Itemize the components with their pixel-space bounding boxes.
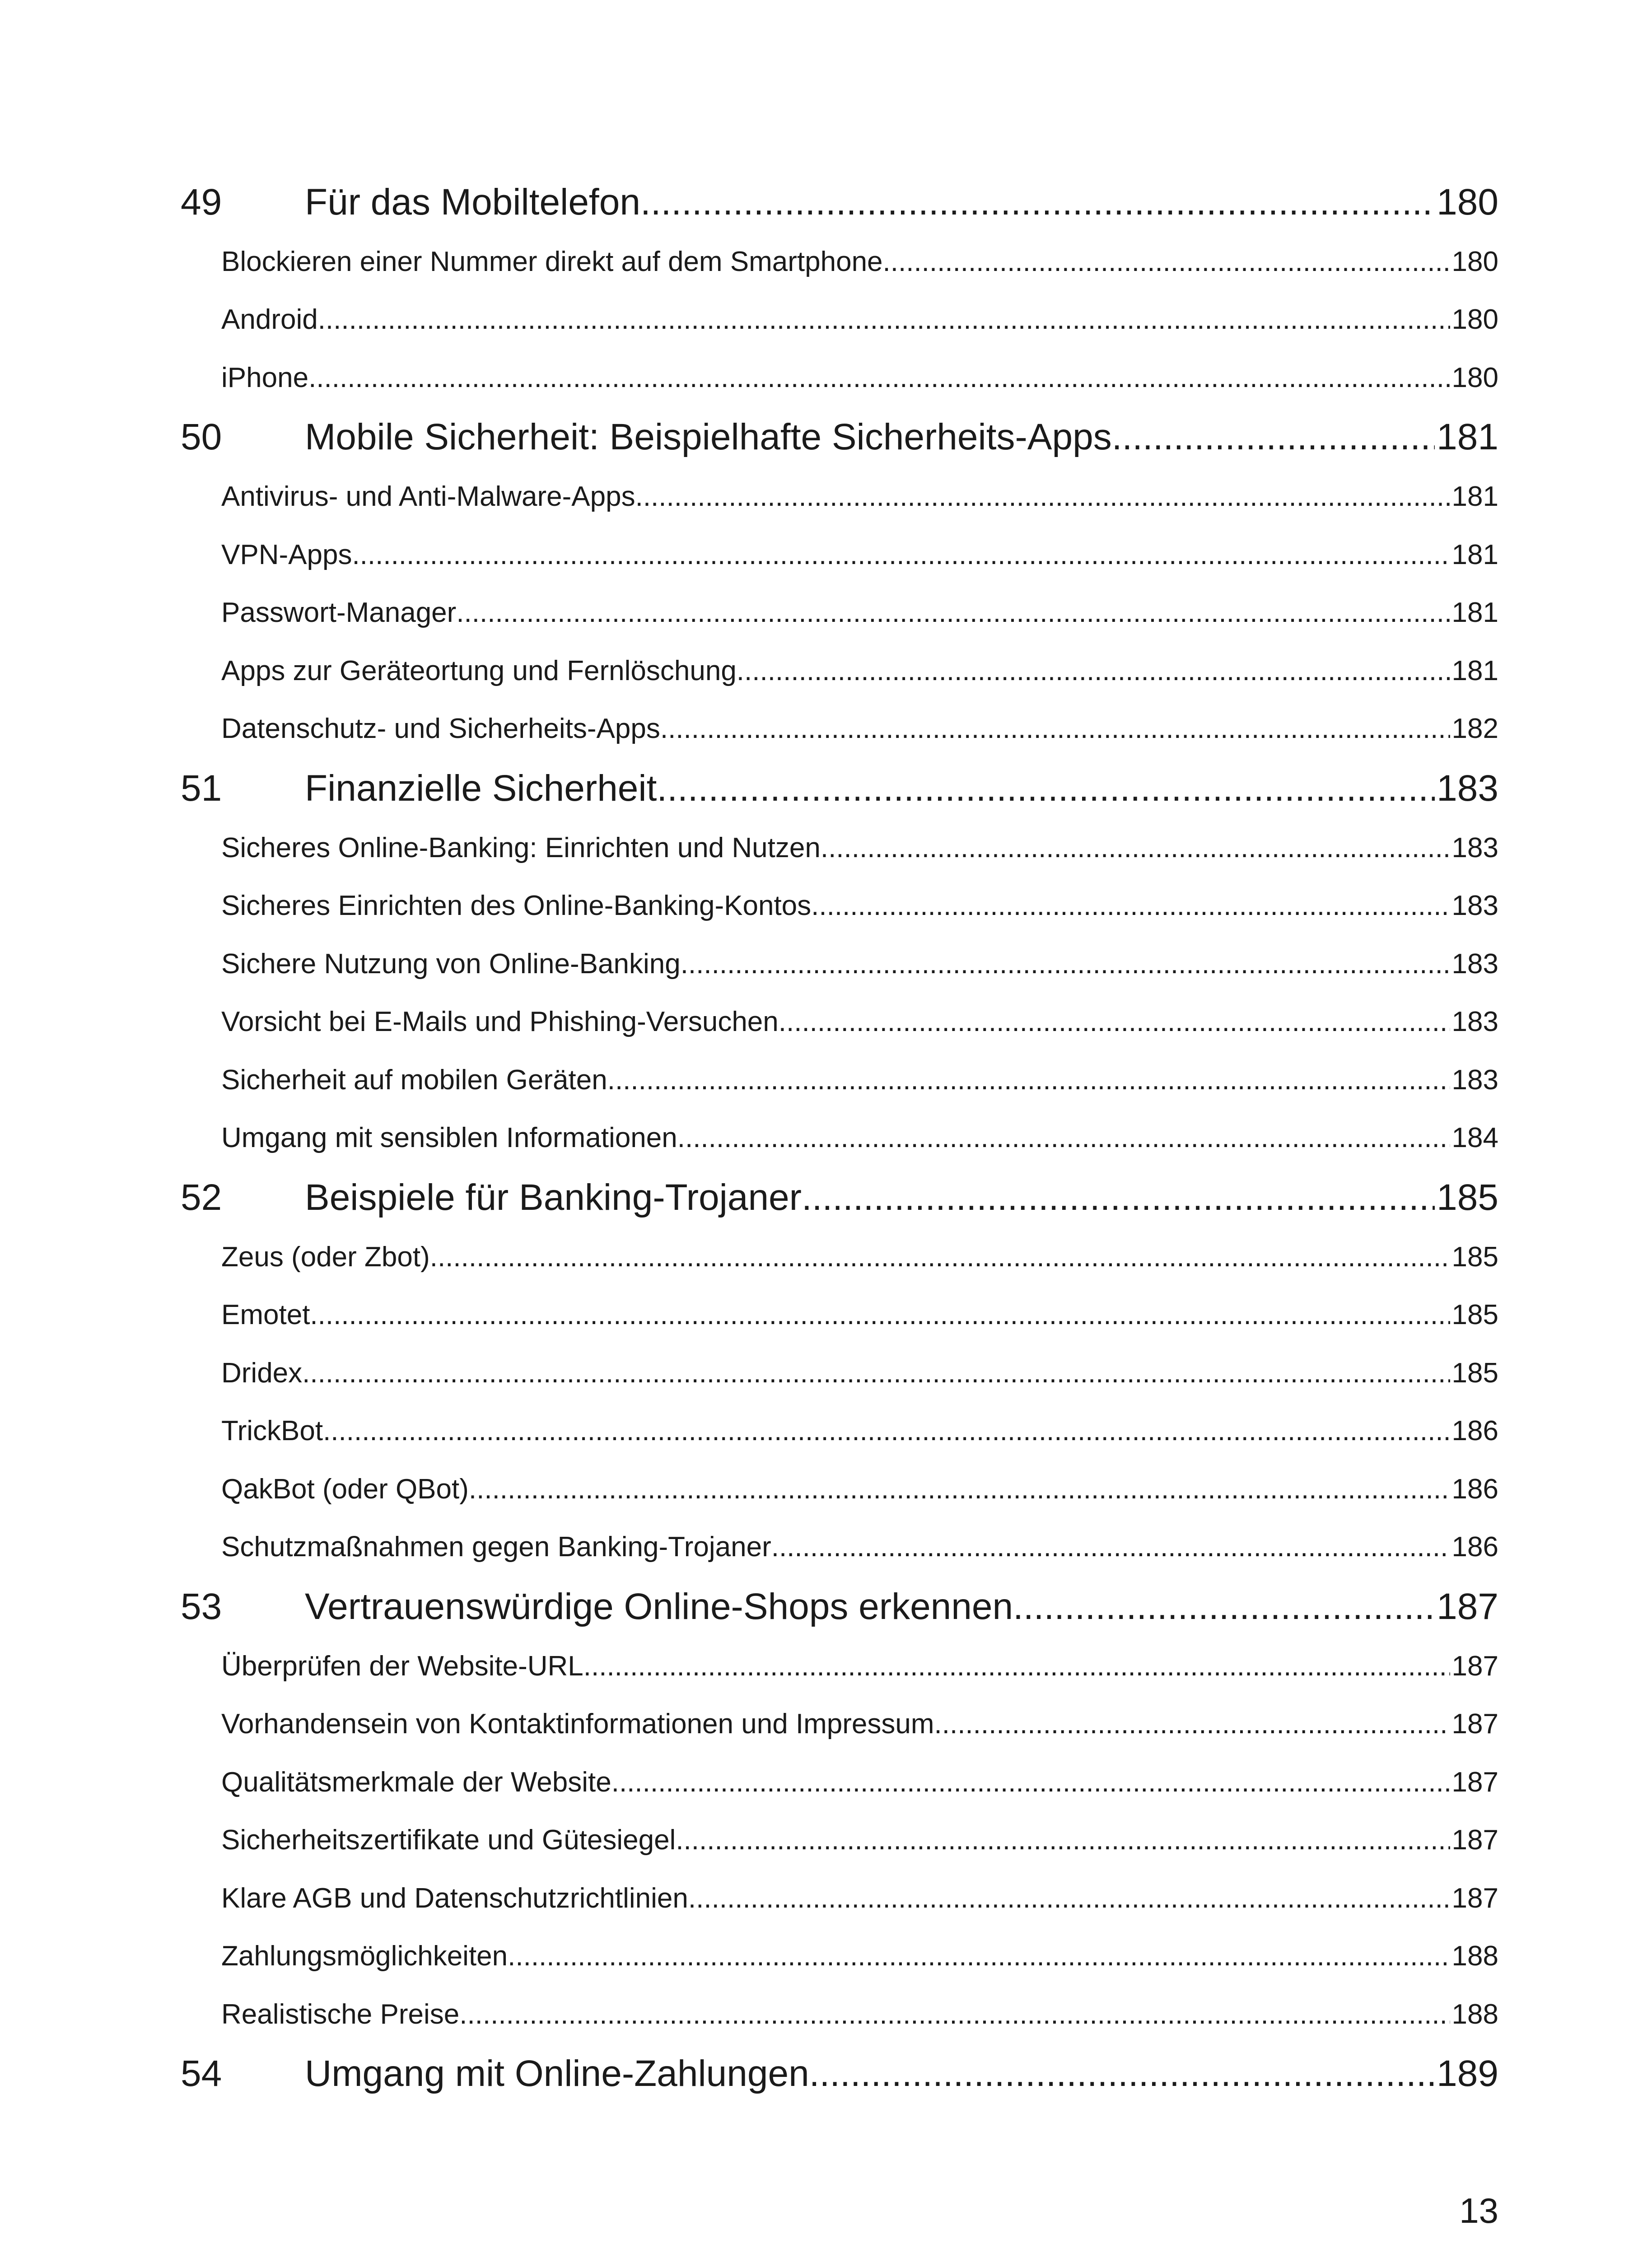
entry-page-number: 180	[1451, 362, 1498, 393]
toc-chapter-row[interactable]	[181, 1576, 1498, 1637]
toc-entry-row[interactable]	[181, 1811, 1498, 1870]
toc-entry-row[interactable]	[181, 642, 1498, 700]
toc-entry-row[interactable]	[181, 1109, 1498, 1167]
entry-title: Antivirus- und Anti-Malware-Apps	[221, 481, 635, 513]
entry-page-number: 181	[1451, 597, 1498, 629]
entry-page-number: 186	[1451, 1415, 1498, 1447]
dot-leader	[1013, 1586, 1435, 1628]
toc-entry-row[interactable]	[181, 1753, 1498, 1811]
entry-title: Sicheres Online-Banking: Einrichten und Nutzen	[221, 832, 821, 863]
dot-leader	[456, 597, 1450, 629]
entry-page-number: 183	[1451, 832, 1498, 863]
toc-entry-row[interactable]	[181, 349, 1498, 407]
entry-title: TrickBot	[221, 1415, 323, 1447]
chapter-number: 52	[181, 1176, 222, 1218]
entry-title: Realistische Preise	[221, 1998, 460, 2030]
entry-page-number: 183	[1451, 1064, 1498, 1096]
dot-leader	[430, 1241, 1450, 1273]
entry-title: Umgang mit sensiblen Informationen	[221, 1122, 677, 1154]
dot-leader	[677, 1122, 1450, 1154]
entry-page-number: 183	[1451, 1006, 1498, 1038]
dot-leader	[821, 832, 1450, 864]
toc-entry-row[interactable]	[181, 526, 1498, 584]
entry-title: Passwort-Manager	[221, 597, 457, 629]
dot-leader	[883, 246, 1450, 278]
entry-title: Apps zur Geräteortung und Fernlöschung	[221, 655, 737, 686]
entry-page-number: 187	[1451, 1708, 1498, 1740]
toc-chapter-row[interactable]	[181, 758, 1498, 819]
entry-title: Klare AGB und Datenschutzrichtlinien	[221, 1882, 688, 1914]
toc-entry-row[interactable]	[181, 700, 1498, 758]
dot-leader	[802, 1176, 1435, 1219]
dot-leader	[583, 1650, 1450, 1682]
entry-title: Datenschutz- und Sicherheits-Apps	[221, 713, 660, 745]
entry-page-number: 186	[1451, 1531, 1498, 1563]
chapter-number: 50	[181, 416, 222, 457]
toc-entry-row[interactable]	[181, 1985, 1498, 2043]
entry-title: Vorhandensein von Kontaktinformationen und Impressum	[221, 1708, 934, 1740]
toc-entry-row[interactable]	[181, 1637, 1498, 1695]
toc-chapter-row[interactable]	[181, 2043, 1498, 2104]
toc-entry-row[interactable]	[181, 935, 1498, 993]
entry-title: Dridex	[221, 1357, 303, 1389]
chapter-title: Vertrauenswürdige Online-Shops erkennen	[305, 1586, 1013, 1627]
toc-entry-row[interactable]	[181, 819, 1498, 877]
chapter-page-number: 180	[1437, 181, 1498, 223]
toc-entry-row[interactable]	[181, 1927, 1498, 1986]
dot-leader	[779, 1006, 1450, 1038]
chapter-title: Für das Mobiltelefon	[305, 181, 640, 223]
chapter-number: 53	[181, 1586, 222, 1627]
entry-page-number: 187	[1451, 1766, 1498, 1798]
dot-leader	[611, 1766, 1450, 1798]
entry-title: Überprüfen der Website-URL	[221, 1650, 583, 1682]
dot-leader	[1112, 416, 1435, 458]
entry-page-number: 180	[1451, 246, 1498, 277]
chapter-title: Mobile Sicherheit: Beispielhafte Sicherheits-Apps	[305, 416, 1112, 457]
entry-title: QakBot (oder QBot)	[221, 1473, 469, 1505]
dot-leader	[323, 1415, 1450, 1447]
page-number: 13	[1459, 2191, 1498, 2230]
entry-page-number: 183	[1451, 948, 1498, 980]
dot-leader	[660, 713, 1450, 745]
dot-leader	[640, 181, 1435, 224]
entry-title: Android	[221, 304, 318, 336]
chapter-number: 49	[181, 181, 222, 223]
dot-leader	[302, 1357, 1450, 1389]
entry-page-number: 185	[1451, 1357, 1498, 1389]
entry-title: Schutzmaßnahmen gegen Banking-Trojaner	[221, 1531, 771, 1563]
toc-entry-row[interactable]	[181, 1695, 1498, 1754]
entry-title: Sicherheit auf mobilen Geräten	[221, 1064, 607, 1096]
dot-leader	[508, 1940, 1450, 1972]
dot-leader	[308, 362, 1450, 394]
dot-leader	[352, 539, 1450, 571]
entry-title: Zahlungsmöglichkeiten	[221, 1941, 508, 1972]
entry-title: Vorsicht bei E-Mails und Phishing-Versuchen	[221, 1006, 779, 1038]
toc-entry-row[interactable]	[181, 291, 1498, 349]
dot-leader	[809, 2053, 1435, 2095]
toc-entry-row[interactable]	[181, 1051, 1498, 1109]
entry-page-number: 188	[1451, 1941, 1498, 1972]
toc-entry-row[interactable]	[181, 877, 1498, 935]
toc-entry-row[interactable]	[181, 1460, 1498, 1518]
chapter-page-number: 183	[1437, 767, 1498, 809]
toc-entry-row[interactable]	[181, 993, 1498, 1051]
entry-page-number: 182	[1451, 713, 1498, 745]
entry-title: Emotet	[221, 1299, 310, 1331]
entry-page-number: 186	[1451, 1473, 1498, 1505]
dot-leader	[676, 1824, 1450, 1856]
chapter-number: 54	[181, 2053, 222, 2094]
entry-page-number: 185	[1451, 1241, 1498, 1273]
toc-entry-row[interactable]	[181, 1869, 1498, 1927]
dot-leader	[657, 767, 1435, 810]
entry-page-number: 183	[1451, 890, 1498, 922]
toc-entry-row[interactable]	[181, 1344, 1498, 1402]
entry-page-number: 188	[1451, 1998, 1498, 2030]
dot-leader	[811, 890, 1450, 922]
entry-title: Sicherheitszertifikate und Gütesiegel	[221, 1824, 676, 1856]
entry-page-number: 187	[1451, 1650, 1498, 1682]
entry-page-number: 187	[1451, 1882, 1498, 1914]
dot-leader	[459, 1998, 1450, 2030]
table-of-contents	[181, 172, 1498, 2104]
dot-leader	[688, 1882, 1450, 1914]
chapter-title: Umgang mit Online-Zahlungen	[305, 2053, 809, 2094]
dot-leader	[681, 948, 1450, 980]
chapter-page-number: 185	[1437, 1176, 1498, 1218]
toc-entry-row[interactable]	[181, 468, 1498, 526]
entry-page-number: 187	[1451, 1824, 1498, 1856]
entry-title: Blockieren einer Nummer direkt auf dem Smartphone	[221, 246, 883, 277]
entry-title: Zeus (oder Zbot)	[221, 1241, 430, 1273]
entry-title: iPhone	[221, 362, 309, 393]
dot-leader	[607, 1064, 1450, 1096]
toc-chapter-row[interactable]	[181, 1167, 1498, 1228]
chapter-title: Beispiele für Banking-Trojaner	[305, 1176, 802, 1218]
chapter-page-number: 187	[1437, 1586, 1498, 1627]
toc-entry-row[interactable]	[181, 1228, 1498, 1286]
dot-leader	[934, 1708, 1450, 1740]
entry-page-number: 181	[1451, 539, 1498, 570]
toc-chapter-row[interactable]	[181, 407, 1498, 468]
toc-entry-row[interactable]	[181, 1286, 1498, 1344]
toc-entry-row[interactable]	[181, 584, 1498, 642]
dot-leader	[771, 1531, 1450, 1563]
toc-entry-row[interactable]	[181, 233, 1498, 291]
entry-page-number: 181	[1451, 481, 1498, 513]
entry-page-number: 185	[1451, 1299, 1498, 1331]
chapter-title: Finanzielle Sicherheit	[305, 767, 657, 809]
entry-title: Qualitätsmerkmale der Website	[221, 1766, 611, 1798]
chapter-page-number: 189	[1437, 2053, 1498, 2094]
entry-page-number: 184	[1451, 1122, 1498, 1154]
chapter-number: 51	[181, 767, 222, 809]
dot-leader	[737, 655, 1450, 687]
dot-leader	[318, 303, 1450, 336]
entry-title: VPN-Apps	[221, 539, 352, 570]
toc-entry-row[interactable]	[181, 1518, 1498, 1577]
entry-page-number: 180	[1451, 304, 1498, 336]
chapter-page-number: 181	[1437, 416, 1498, 457]
toc-chapter-row[interactable]	[181, 172, 1498, 233]
dot-leader	[469, 1473, 1450, 1505]
dot-leader	[310, 1299, 1450, 1331]
entry-title: Sicheres Einrichten des Online-Banking-Kontos	[221, 890, 812, 922]
toc-entry-row[interactable]	[181, 1402, 1498, 1460]
dot-leader	[635, 481, 1450, 513]
entry-page-number: 181	[1451, 655, 1498, 686]
entry-title: Sichere Nutzung von Online-Banking	[221, 948, 681, 980]
